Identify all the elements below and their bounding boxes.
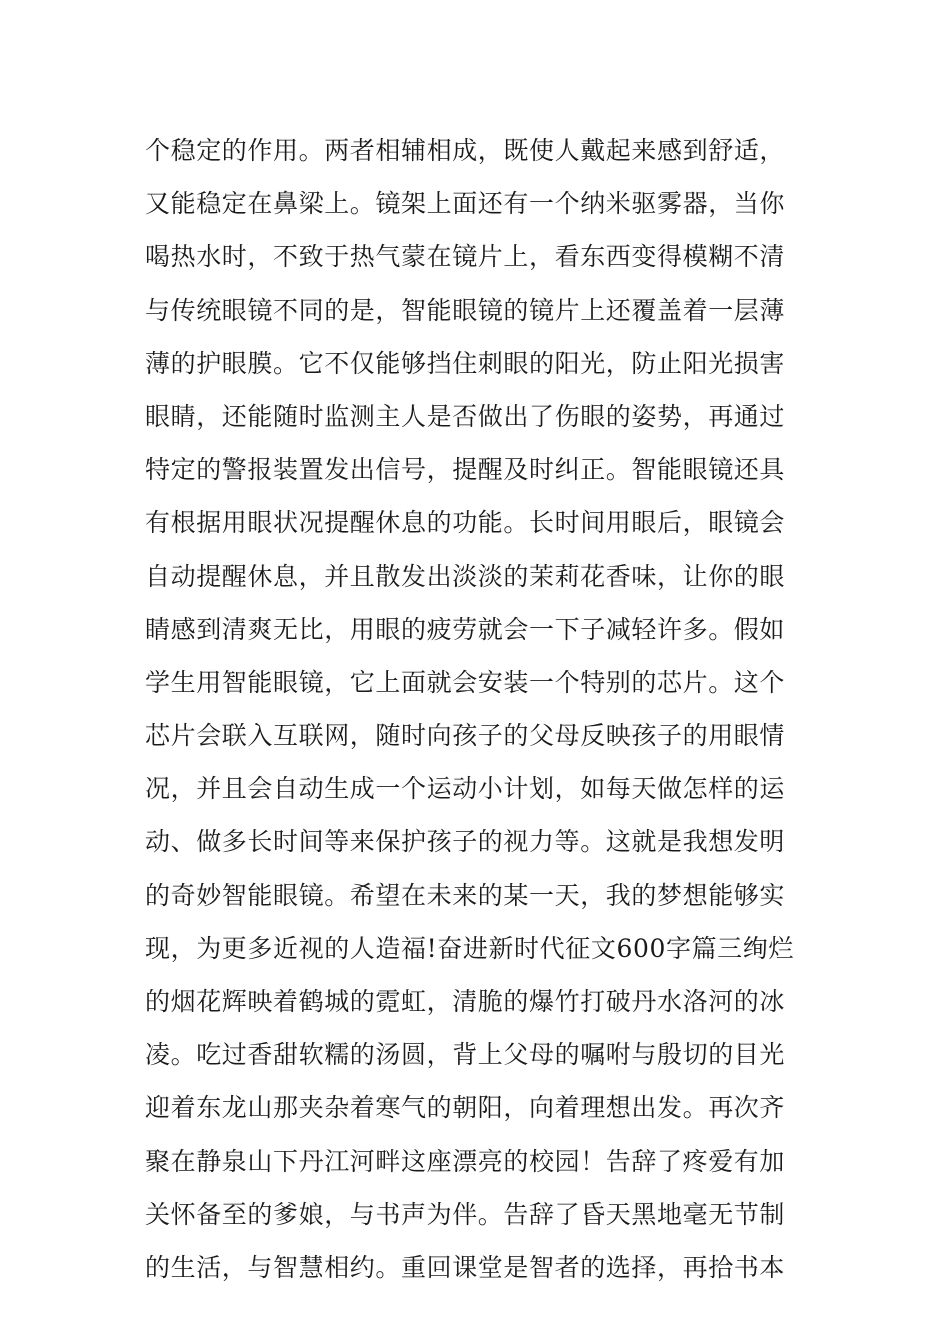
text-line: 聚在静泉山下丹江河畔这座漂亮的校园！告辞了疼爱有加 (145, 1146, 786, 1176)
text-line: 迎着东龙山那夹杂着寒气的朝阳，向着理想出发。再次齐 (145, 1093, 786, 1123)
text-line: 睛感到清爽无比，用眼的疲劳就会一下子减轻许多。假如 (145, 614, 786, 644)
text-line: 芯片会联入互联网，随时向孩子的父母反映孩子的用眼情 (145, 721, 786, 751)
text-line: 的生活，与智慧相约。重回课堂是智者的选择，再拾书本 (145, 1252, 786, 1282)
text-line: 凌。吃过香甜软糯的汤圆，背上父母的嘱咐与殷切的目光 (145, 1040, 786, 1070)
text-line: 动、做多长时间等来保护孩子的视力等。这就是我想发明 (145, 827, 786, 857)
text-line: 眼睛，还能随时监测主人是否做出了伤眼的姿势，再通过 (145, 401, 786, 431)
text-line: 现，为更多近视的人造福!奋进新时代征文600字篇三绚烂 (145, 933, 794, 963)
text-line: 况，并且会自动生成一个运动小计划，如每天做怎样的运 (145, 774, 786, 804)
text-line: 又能稳定在鼻梁上。镜架上面还有一个纳米驱雾器，当你 (145, 189, 786, 219)
text-line: 自动提醒休息，并且散发出淡淡的茉莉花香味，让你的眼 (145, 561, 786, 591)
body-text (145, 124, 815, 1294)
text-line: 与传统眼镜不同的是，智能眼镜的镜片上还覆盖着一层薄 (145, 295, 786, 325)
text-line: 特定的警报装置发出信号，提醒及时纠正。智能眼镜还具 (145, 455, 786, 485)
text-line: 学生用智能眼镜，它上面就会安装一个特别的芯片。这个 (145, 667, 786, 697)
text-line: 的奇妙智能眼镜。希望在未来的某一天，我的梦想能够实 (145, 880, 786, 910)
text-line: 喝热水时，不致于热气蒙在镜片上，看东西变得模糊不清 (145, 242, 786, 272)
text-line: 薄的护眼膜。它不仅能够挡住刺眼的阳光，防止阳光损害 (145, 348, 786, 378)
text-line: 的烟花辉映着鹤城的霓虹，清脆的爆竹打破丹水洛河的冰 (145, 987, 786, 1016)
text-line: 有根据用眼状况提醒休息的功能。长时间用眼后，眼镜会 (145, 508, 786, 538)
text-line: 个稳定的作用。两者相辅相成，既使人戴起来感到舒适， (145, 136, 786, 165)
text-line: 关怀备至的爹娘，与书声为伴。告辞了昏天黑地毫无节制 (145, 1199, 786, 1229)
